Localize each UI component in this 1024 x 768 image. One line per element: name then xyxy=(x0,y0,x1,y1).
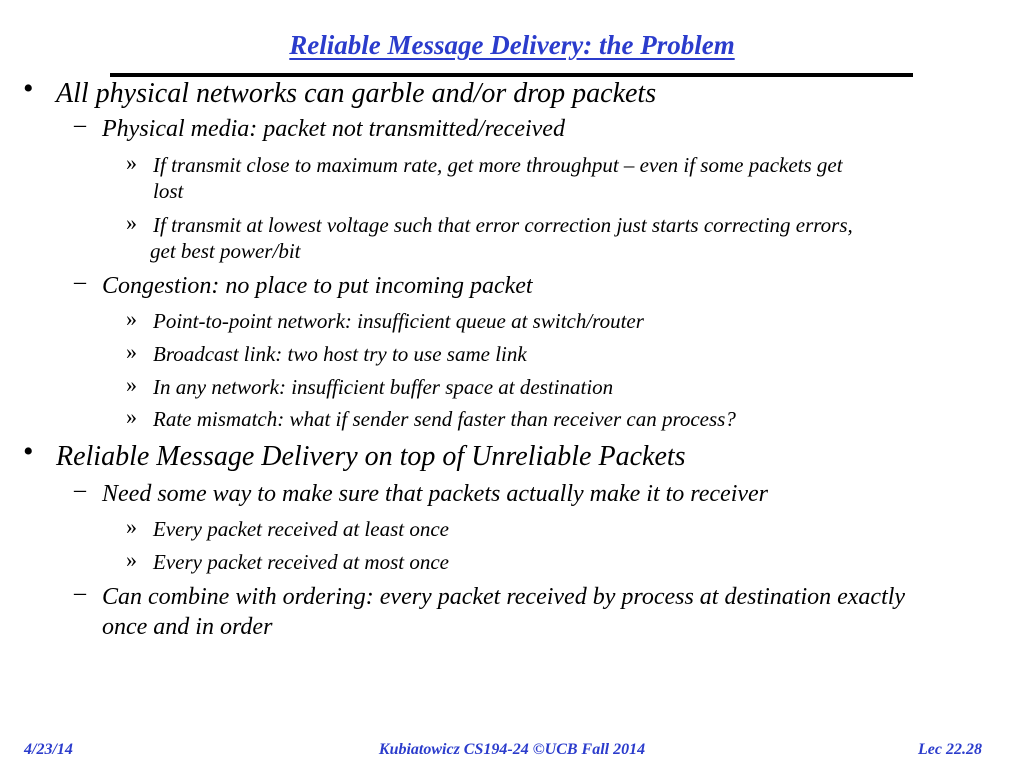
slide-title: Reliable Message Delivery: the Problem xyxy=(289,30,735,60)
bullet-text: Reliable Message Delivery on top of Unreliable Packets xyxy=(56,441,686,472)
sub-sub-item-text: lost xyxy=(153,179,184,203)
sub-sub-item-continuation xyxy=(153,179,183,204)
sub-item xyxy=(74,269,533,300)
sub-sub-item-text: If transmit close to maximum rate, get more throughput – even if some packets get xyxy=(153,153,843,177)
dash-icon: – xyxy=(74,112,86,138)
sub-sub-item xyxy=(126,306,644,334)
chevron-icon: » xyxy=(126,372,137,397)
sub-sub-item xyxy=(126,210,853,238)
sub-sub-item-text: Every packet received at most once xyxy=(153,550,449,574)
sub-sub-item-text: Broadcast link: two host try to use same link xyxy=(153,342,527,366)
sub-sub-item xyxy=(126,514,449,542)
sub-item-continuation xyxy=(102,614,272,641)
sub-item-text: Need some way to make sure that packets actually make it to receiver xyxy=(102,481,769,507)
sub-sub-item-text: get best power/bit xyxy=(150,239,301,263)
chevron-icon: » xyxy=(126,339,137,364)
chevron-icon: » xyxy=(126,547,137,572)
sub-sub-item-text: Every packet received at least once xyxy=(153,517,449,541)
sub-sub-item-continuation xyxy=(150,239,301,264)
sub-sub-item xyxy=(126,372,614,400)
bullet-icon: • xyxy=(23,435,34,468)
chevron-icon: » xyxy=(126,150,137,175)
sub-sub-item xyxy=(126,404,736,432)
sub-item xyxy=(74,477,769,508)
dash-icon: – xyxy=(74,269,86,295)
sub-sub-item-text: Rate mismatch: what if sender send faster than receiver can process? xyxy=(153,407,736,431)
sub-item-text: once and in order xyxy=(102,614,273,640)
sub-item xyxy=(74,112,565,143)
dash-icon: – xyxy=(74,477,86,503)
footer-date: 4/23/14 xyxy=(24,741,73,758)
bullet-icon: • xyxy=(23,72,34,105)
sub-sub-item-text: Point-to-point network: insufficient queue at switch/router xyxy=(153,309,644,333)
footer-page-number: Lec 22.28 xyxy=(918,741,982,758)
sub-sub-item xyxy=(126,547,449,575)
sub-sub-item-text: If transmit at lowest voltage such that error correction just starts correcting errors, xyxy=(153,213,853,237)
title-rule xyxy=(110,73,913,77)
sub-sub-item xyxy=(126,339,527,367)
chevron-icon: » xyxy=(126,514,137,539)
bullet-item xyxy=(23,72,657,110)
sub-item-text: Physical media: packet not transmitted/received xyxy=(102,116,565,142)
sub-item xyxy=(74,580,906,611)
sub-sub-item-text: In any network: insufficient buffer space at destination xyxy=(153,375,614,399)
bullet-item xyxy=(23,435,686,473)
sub-item-text: Can combine with ordering: every packet received by process at destination exactly xyxy=(102,584,906,610)
chevron-icon: » xyxy=(126,404,137,429)
sub-item-text: Congestion: no place to put incoming packet xyxy=(102,273,533,299)
dash-icon: – xyxy=(74,580,86,606)
chevron-icon: » xyxy=(126,210,137,235)
bullet-text: All physical networks can garble and/or drop packets xyxy=(56,78,657,109)
sub-sub-item xyxy=(126,150,843,178)
chevron-icon: » xyxy=(126,306,137,331)
footer-course: Kubiatowicz CS194-24 ©UCB Fall 2014 xyxy=(378,741,646,758)
